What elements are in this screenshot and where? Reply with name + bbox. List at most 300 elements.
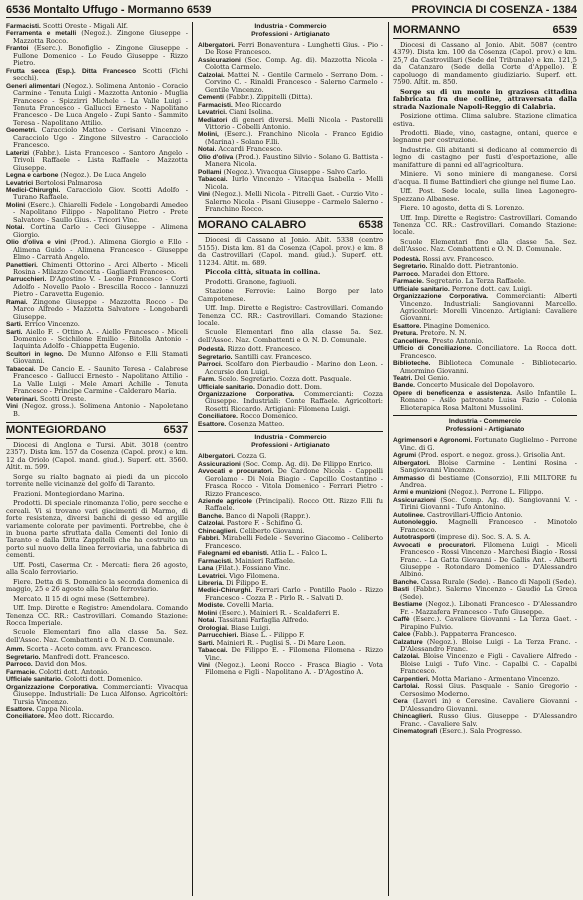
entry-category: Cancelliere. — [393, 337, 431, 345]
entry-names: Colotti dott. Domenico. — [62, 675, 143, 684]
entry-names: Scolfaro don Pierbaudio - Marino don Leon. - Accursio don Luigi. — [205, 360, 383, 376]
entry-names: Meo dott. Riccardo. — [45, 712, 115, 721]
directory-entry — [6, 351, 188, 366]
entry-category: Medici-Chirurghi. — [6, 186, 61, 194]
entry-names: David don Mos. — [32, 660, 87, 669]
entry-category: Sarti. — [6, 321, 23, 329]
entry-names: (Eserc.). Franchino Nicola - Franco Egidio (Marina) - Solano F.lli. — [205, 130, 383, 146]
entry-category: Medici-Chirurghi. — [198, 587, 253, 595]
info-paragraph: Prodotti. Granone, fagiuoli. — [205, 277, 297, 286]
morano-heading — [198, 217, 383, 234]
section-title: MONTEGIORDANO — [6, 424, 107, 437]
entry-category: Basti — [393, 586, 410, 594]
directory-entry — [6, 239, 188, 261]
entry-category: Farmacisti. — [198, 557, 233, 565]
entry-category: Albergatori. — [198, 42, 236, 49]
entry-names: (Prod.). Faustino Silvio - Solano G. Battista - Manera Nicola. — [205, 152, 383, 169]
entry-category: Segretario. — [393, 263, 428, 271]
entry-category: Banche. — [393, 578, 419, 586]
entry-category: Autolinee. — [393, 511, 425, 519]
entry-names: Chimenti Ottorino - Arci Alberto - Miceli Rosina - Milazzo Concetta - Gagliardi Francesco. — [13, 260, 188, 276]
entry-category: Carpentieri. — [393, 675, 430, 683]
entry-names: Rocco Domenico. — [237, 412, 298, 421]
divider — [198, 431, 383, 432]
entry-category: Ufficio di Conciliazione. — [393, 345, 473, 353]
directory-entry — [198, 176, 383, 191]
entry-names: (Prod. esport. e negoz. gross.). Grisolia Ant. — [416, 451, 566, 460]
entry-names: Ciani Isolina. — [226, 108, 274, 117]
entry-category: Laterizi — [6, 149, 30, 157]
header-left: 6536 Montalto Uffugo - Mormanno 6539 — [6, 4, 212, 16]
entry-category: Lana — [198, 565, 214, 573]
entry-category: Molini, — [198, 131, 219, 139]
column-rule — [388, 22, 389, 896]
entry-names: D'Agostino V. - Leone Francesco - Corti Adolfo - Novello Paolo - Brescilla Rocco - Iannuzzi Pietro - Caravetta Eugenio. — [13, 275, 188, 299]
mormanno-trade-entries — [393, 437, 577, 735]
directory-entry — [393, 713, 577, 728]
entry-category: Farmacisti. — [6, 23, 41, 30]
directory-entry — [6, 83, 188, 128]
section-title: MORMANNO — [393, 24, 461, 36]
page-header — [6, 3, 577, 18]
entry-names: Scelo. Segretario. Cozza dott. Pasquale. — [215, 375, 352, 384]
entry-names: Maradei don Ettore. — [419, 269, 490, 278]
entry-names: Scotti Oreste - Migali Alf. — [40, 23, 128, 30]
entry-names: Scotti (Fichi secchi). — [13, 66, 188, 83]
entry-category: Levatrici — [6, 179, 34, 187]
entry-category: Albergatori. — [198, 453, 236, 461]
entry-names: (Fabbr.). Salerno Vincenzo - Gaudio La Greca (Sede). — [400, 585, 577, 601]
section-code: 6537 — [163, 424, 188, 437]
entry-names: Fortunato Guglielmo - Perrone Vinc. di G. — [400, 436, 577, 452]
directory-entry — [393, 497, 577, 512]
entry-category: Ufficiale sanitario. — [393, 285, 450, 293]
entry-names: (Eserc.). Bonofiglio - Zingone Giuseppe - Fullone Domenico - Lo Feudo Giuseppe - Rizzo Pietro. — [13, 44, 188, 68]
info-paragraph: Uff. Imp. Dirette e Registro: Castrovillari. Comando Tenenza CC. RR.: Castrovillari. Comando Stazione: locale. — [198, 304, 383, 327]
entry-names: (Fabbr.). Zippitelli (Ditta). — [224, 93, 313, 102]
directory-entry — [393, 330, 577, 337]
entry-names: Aiello F. - Ottino A. - Aiello Francesco - Miceli Domenico - Scichilone Emilio - Bitolla Antonio - Iaquinta Adolfo - Chiappetta Eugenio. — [13, 327, 188, 351]
directory-entry — [6, 127, 188, 149]
column-right — [393, 23, 577, 896]
entry-names: Colotti dott. Antonio. — [36, 667, 110, 676]
entry-category: Avvocati e procuratori. — [393, 541, 476, 549]
directory-entry — [198, 535, 383, 550]
entry-names: Ferri Bonaventura - Lunghetti Gius. - Pio - De Rose Francesco. — [205, 41, 383, 57]
entry-names: (Filat.). Fossiano Vinc. — [213, 564, 291, 573]
entry-names: Rizzo dott. Francesco. — [225, 345, 302, 354]
entry-category: Ufficiale sanitario. — [6, 676, 63, 684]
entry-names: Covelli Maria. — [224, 601, 274, 610]
entry-category: Geometri. — [6, 127, 37, 135]
entry-names: Pinagine Domenico. — [421, 321, 491, 330]
entry-names: Commercianti: Alberti Vincenzo. Industriali: Sangiovanni Marcello. Agricoltori: Morelli Vincenzo. Artigiani: Cavaliere Giovanni. — [400, 292, 577, 323]
entry-names: (Negoz.). Bloise Luigi - La Terza Franc. - D'Alessandro Franc. — [400, 637, 577, 653]
directory-entry — [198, 421, 383, 428]
entry-category: Aziende agricole — [198, 498, 252, 506]
entry-names: Cosenza Matteo. — [226, 419, 285, 428]
entry-category: Calzolai. — [198, 520, 225, 528]
entry-names: De Munno Alfonso e F.lli Stamati Giovanni. — [13, 349, 188, 366]
info-paragraph: Scuole Elementari fino alla classe 5a. Sez. dell'Assoc. Naz. Combattenti e O. N. D. Comunale. — [393, 237, 577, 254]
entry-names: Pretore. N. N. — [417, 329, 467, 338]
directory-entry — [393, 293, 577, 323]
entry-category: Teatri. — [393, 375, 413, 383]
entry-names: De Cardone Nicola - Cappelli Gerolamo - Di Noia Biagio - Capcillo Costantino - Frasca Rocco - Vitola Domenico - Ferrari Pietro - Rizzo Francesco. — [205, 467, 383, 498]
directory-entry — [198, 647, 383, 662]
section-subheading: Industria - Commercio — [448, 418, 522, 426]
directory-entry — [6, 187, 188, 202]
entry-names: Concerto Musicale del Dopolavoro. — [414, 381, 535, 390]
directory-entry — [6, 684, 188, 706]
montegiordano-paragraphs — [6, 491, 188, 645]
entry-category: Scultori in legno. — [6, 350, 64, 358]
entry-category: Assicurazioni — [198, 460, 241, 468]
entry-names: Magnelli Francesco - Minotolo Francesco. — [400, 518, 577, 534]
morano-description: Piccola città, situata in collina. — [205, 268, 321, 277]
entry-names: Biase Luigi. — [228, 623, 271, 632]
entry-category: Opere di beneficenza e assistenza. — [393, 389, 513, 397]
directory-entry — [6, 366, 188, 396]
entry-category: Cinematografi — [393, 727, 438, 735]
entry-category: Fabbri. — [198, 535, 220, 543]
entry-names: Rossi Gius. Pasquale - Sanio Gregorio - Cersosimo Moderno. — [400, 682, 577, 698]
entry-names: Mirabelli Fedele - Severino Giacomo - Celiberto Francesco. — [205, 534, 383, 550]
entry-names: Castrovillari-Ufficio Antonio. — [424, 510, 523, 519]
column-left — [6, 23, 188, 896]
directory-entry — [6, 299, 188, 321]
directory-entry — [6, 68, 188, 83]
entry-names: Cappa Nicola. — [34, 704, 84, 713]
entry-category: Notai. — [198, 146, 217, 154]
entry-category: Assicurazioni — [393, 496, 436, 504]
entry-category: Segretario. — [6, 653, 41, 661]
section-subheading: Industria - Commercio — [254, 434, 327, 442]
entry-category: Caffè — [393, 616, 410, 624]
info-paragraph: Posizione ottima. Clima salubre. Stazione climatica estiva. — [393, 112, 577, 128]
entry-names: De Cancio E. - Saunito Teresa - Calabrese Francesco - Gallucci Ernesto - Napolitano Attilio - La Valle Luigi - Mele Amari Achille - Tenuta Francesco - Principe Carmine - Calderaro Maria. — [13, 364, 188, 396]
section-subheading: Professioni - Artigianato — [251, 31, 330, 38]
section-subheading: Professioni - Artigianato — [251, 442, 330, 450]
entry-names: Zingone Giuseppe - Mazzotta Rocco - De Marco Alfredo - Mazzotta Salvatore - Longobardi Giuseppe. — [13, 297, 188, 321]
entry-names: Bloise Carmine - Lentini Rosina - Sangiovanni Vincenzo. — [400, 458, 577, 475]
entry-names: Donadio dott. Dom. — [254, 382, 323, 391]
entry-names: (Fabbr.). Lista Francesco - Santoro Angelo - Trivoli Raffaele - Lista Raffaele - Mazzotta Giuseppe. — [13, 148, 188, 172]
entry-category: Pollami — [198, 168, 222, 176]
directory-entry — [6, 262, 188, 277]
entry-names: (Negoz. gross.). Solimena Antonio - Napoletano B. — [13, 402, 188, 418]
entry-names: Meo Riccardo — [232, 100, 282, 109]
entry-category: Ammasso — [393, 474, 425, 482]
header-right: PROVINCIA DI COSENZA - 1384 — [411, 4, 577, 16]
entry-names: Del Genio. — [412, 374, 450, 383]
entry-names: Cortina Carlo - Ceci Giuseppe - Alimena Giorgio. — [13, 223, 188, 239]
montegiordano-heading — [6, 422, 188, 439]
entry-names: (Lavori in) e Ceresine. Cavaliere Giovanni - D'Alessandro Giovanni. — [400, 697, 577, 713]
entry-names: (Negoz.). De Luca Angelo — [58, 171, 147, 180]
entry-category: Autonoleggio. — [393, 519, 438, 527]
info-paragraph: Uff. Post. Sede locale, sulla linea Lagonegro-Spezzano Albanese. — [393, 187, 577, 203]
directory-entry — [198, 617, 383, 624]
directory-entry — [393, 437, 577, 452]
entry-names: Mainieri R. - Puglisi S. - Di Mare Leon. — [214, 638, 346, 647]
entry-category: Molini — [198, 609, 218, 617]
directory-entry — [393, 728, 577, 735]
entry-category: Calzolai. — [198, 71, 225, 79]
directory-entry — [6, 713, 188, 720]
entry-names: Rinaldo dott. Pietrantonio. — [427, 262, 519, 271]
entry-names: Biase L. - Filippo F. — [238, 631, 305, 640]
entry-category: Levatrici. — [198, 572, 227, 580]
entry-names: Scotti Oreste. — [37, 394, 87, 403]
section-title: MORANO CALABRO — [198, 219, 307, 232]
entry-category: Olio d'oliva e vini — [6, 239, 67, 247]
entry-names: (Prod.). Alimena Giorgio e F.llo - Alimena Guido - Alimena Francesco - Giuseppe Elmo - Carratà Angelo. — [13, 238, 188, 262]
entry-category: Conciliatore. — [198, 413, 238, 421]
entry-names: (Negoz.). Melli Nicola - Pitrelli Gaet. - Curzio Vito - Salerno Nicola - Pisani Giuseppe - Carmelo Salerno - Franchino Rocco. — [205, 190, 383, 213]
entry-category: Avvocati e procuratori. — [198, 468, 274, 476]
directory-entry — [6, 202, 188, 224]
info-paragraph: Uff. Posti, Caserma Cr. - Mercati: fiera 26 agosto, alla Scalo ferroviario. — [6, 560, 188, 577]
mormanno-paragraphs — [393, 113, 577, 254]
directory-entry — [6, 30, 188, 45]
entry-category: Chincaglieri. — [393, 713, 433, 721]
entry-category: Parroco. — [6, 661, 33, 669]
directory-entry — [198, 587, 383, 602]
entry-category: Bande. — [393, 382, 415, 390]
montegiordano-intro: Diocesi di Anglona e Tursi. Abit. 3018 (centro 2357). Dista km. 157 da Cosenza (Capol. prov.) e km. 12 da Oriolo (Capol. mand. giud.). Superf. ett. 3560. Altit. m. 599. — [6, 441, 188, 472]
entry-category: Modiste. — [198, 602, 225, 610]
directory-entry — [393, 586, 577, 601]
directory-entry — [393, 360, 577, 375]
info-paragraph: Scuole Elementari fino alla classe 5a. Sez. dell'Assoc. Naz. Combattenti e O. N. D. Comunale. — [198, 328, 383, 344]
entry-category: Esattore. — [198, 420, 227, 428]
morano-intro: Diocesi di Cassano al Jonio. Abit. 5338 (centro 5155). Dista km. 81 da Cosenza (Capol. prov.) e km. 8 da Castrovillari (Capol. mand. giud.). Superf. ett. 11234. Altit. m. 689. — [198, 236, 383, 267]
entry-category: Panettieri. — [6, 261, 38, 269]
entry-category: Frantoi — [6, 45, 29, 53]
section-code: 6539 — [552, 24, 577, 36]
entry-names: Filomena Luigi - Miceli Francesco - Rossi Vincenzo - Marchesi Biagio - Rossi Franc. - La Gatta Giovanni - De Gallis Ant. - Alberti Giuseppe - Rotondaro Domenico - D'Alessandro Albino. — [400, 540, 577, 579]
entry-category: Organizzazione Corporativa. — [198, 391, 295, 399]
info-paragraph: Scuole Elementari fino alla classe 5a. Sez. dell'Assoc. Naz. Combattenti e O. N. D. Comunale. — [6, 628, 188, 644]
entry-category: Banche. — [198, 512, 224, 520]
entry-names: Ferrari Carlo - Pontillo Paolo - Rizzo Francesco - Cozza P. - Pirlo R. - Salvati D. — [205, 586, 383, 602]
montalto-entries — [6, 23, 188, 418]
entry-names: Russo Gius. Giuseppe - D'Alessandro Franc. - Cavaliere Salv. — [400, 712, 577, 728]
info-paragraph: Industrie. Gli abitanti si dedicano al commercio di legno di castagno per fusti d'esportazione, alle manifatture di panni ed all'agricoltura. — [393, 145, 577, 169]
directory-entry — [393, 390, 577, 412]
entry-names: Accardi Francesco. — [216, 145, 283, 154]
entry-names: (Eserc.). Sala Progresso. — [437, 726, 522, 735]
entry-names: (Negoz.). Leoni Rocco - Frasca Biagio - Vota Filomena e Figli - Napolitano A. - D'Agostino A. — [205, 660, 383, 677]
entry-names: Rossi avv. Francesco. — [420, 254, 494, 263]
entry-names: (Negoz.). Solimena Antonio - Coracio Carmine - Tenuta Luigi - Mazzotta Antonio - Muglia Francesco - Spizzirri Michele - La Valle Luigi - Tenuta Francesco - Gallucci Ernesto - Napolitano Francesco - De Luca Angelo - Zupi Santo - Sammito Teresa - Napolitano Attilio. — [13, 81, 188, 127]
entry-names: Manfredi dott. Francesco. — [40, 652, 130, 661]
entry-category: Ferramenta e metalli — [6, 30, 77, 38]
entry-category: Cementi — [198, 94, 225, 102]
directory-entry — [393, 475, 577, 490]
entry-category: Calce — [393, 631, 411, 639]
directory-entry — [6, 403, 188, 418]
directory-entry — [393, 639, 577, 654]
montegiordano-trade-entries — [198, 42, 383, 213]
entry-names: (Soc. Comp. Ag. di). Sangiovanni V. - Tirini Giovanni - Tufo Antonino. — [400, 495, 577, 512]
directory-entry — [6, 224, 188, 239]
column-rule — [192, 22, 193, 896]
entry-names: (Eserc.). Chiarelli Fedele - Longobardi Amedeo - Napolitano Filippo - Napolitano Pietro - Prete Salvatore - Saullo Gius. - Tricori Vinc. — [13, 200, 188, 224]
directory-entry — [198, 361, 383, 376]
entry-names: (Negoz.). Vivacqua Giuseppe - Salvo Carlo. — [221, 167, 368, 176]
entry-category: Farmacisti. — [198, 101, 233, 109]
mormanno-description: Sorge su di un monte in graziosa cittadina fabbricata fra due colline, attraversata dalla strada Nazionale Napoli-Reggio di Calabria. — [393, 87, 577, 111]
directory-entry — [198, 662, 383, 677]
entry-category: Levatrici. — [198, 109, 227, 117]
entry-names: Motta Mariano - Armentano Vincenzo. — [429, 674, 560, 683]
entry-names: Biblioteca Comunale - Bibliotecario. Amormino Giovanni. — [400, 359, 577, 375]
directory-entry — [198, 154, 383, 169]
entry-category: Mediatori — [198, 116, 228, 124]
entry-category: Parroci. — [198, 361, 223, 369]
entry-names: Pastore F. - Schifino G. — [224, 519, 303, 528]
entry-category: Sarti. — [198, 639, 215, 647]
entry-category: Chincaglieri. — [198, 527, 238, 535]
entry-category: Organizzazione Corporativa. — [6, 683, 98, 691]
section-code: 6538 — [358, 219, 383, 232]
entry-category: Amm. — [6, 646, 25, 654]
entry-names: Scorta - Aceto comm. avv. Francesco. — [24, 645, 152, 654]
entry-category: Parrucchieri. — [6, 276, 47, 284]
entry-names: Banco di Napoli (Rappr.). — [223, 511, 311, 520]
entry-names: Conciliatore. La Rocca dott. Francesco. — [400, 344, 577, 360]
entry-names: Di Filippo E. — [224, 579, 268, 587]
entry-category: Olio d'oliva — [198, 153, 234, 161]
entry-names: (Negoz.). Libonati Francesco - D'Alessandro Fr. - Mazzafera Francesco - Tufo Giuseppe. — [400, 600, 577, 616]
entry-category: Falegnami ed ebanisti. — [198, 550, 269, 558]
info-paragraph: Stazione Ferrovie: Laino Borgo per lato Campotenese. — [198, 287, 383, 303]
entry-names: di generi diversi. Melli Nicola - Pastorelli Vittorio - Cobelli Antonio. — [205, 115, 383, 131]
morano-paragraphs — [198, 279, 383, 345]
entry-category: Cartolai. — [393, 683, 420, 691]
entry-category: Pretura. — [393, 330, 418, 338]
entry-names: Atlia L. - Falco L. — [268, 549, 328, 558]
info-paragraph: Frazioni. Montegiordano Marina. — [13, 489, 125, 498]
divider — [393, 415, 577, 416]
directory-entry — [393, 519, 577, 534]
directory-entry — [6, 329, 188, 351]
entry-names: Caracciolo Giov. Scotti Adolfo - Turano Raffaele. — [13, 185, 188, 202]
entry-category: Farm. — [198, 376, 216, 384]
directory-entry — [198, 94, 383, 101]
entry-category: Vini — [198, 661, 210, 669]
info-paragraph: Prodotti. Di speciale rinomanza l'olio, pere secche e cereali. Vi si trovano vari giacimenti di Marmo, di forte resistenza, diversi banchi di gesso ed argille variamente colorate per pavimenti. Portrebbe, che è in buona parte sfruttata dalla Cementi del Ionio di Taranto e dalla Ditta Zappitelli che ha costruito un porto sul nuovo della linea ferroviaria, una fabbrica di cementi. — [6, 499, 188, 560]
entry-category: Tabaccai. — [6, 365, 36, 373]
entry-category: Bestiame — [393, 601, 423, 609]
entry-category: Notai. — [198, 617, 217, 625]
entry-names: (Soc. Comp. Ag. di). Mazzotta Nicola - Colotta Carmelo. — [205, 55, 383, 72]
directory-entry — [393, 345, 577, 360]
directory-entry — [393, 460, 577, 475]
directory-entry — [198, 391, 383, 413]
entry-category: Podestà. — [393, 255, 421, 263]
entry-names: Celiberto Giovanni. — [237, 526, 305, 535]
entry-names: Commercianti: Vivacqua Giuseppe. Industriali: De Luca Alfonso. Agricoltori: Tursia Vincenzo. — [13, 682, 188, 706]
entry-names: Mainieri Raffaele. — [232, 556, 296, 565]
entry-category: Vini — [6, 403, 18, 411]
entry-names: (Soc. Comp. Ag. di). De Filippo Enrico. — [240, 459, 373, 468]
entry-category: Calzolai. — [393, 653, 420, 661]
entry-names: (Eserc.). Mainieri R. - Scaldaferri E. — [217, 608, 340, 617]
entry-category: Agrumi — [393, 452, 417, 460]
directory-entry — [198, 191, 383, 213]
info-paragraph: Mercato. Il 15 di ogni mese (Settembre). — [13, 594, 150, 603]
entry-category: Ufficiale sanitario. — [198, 383, 255, 391]
entry-category: Podestà. — [198, 346, 226, 354]
entry-names: Caracciolo Matteo - Cerisani Vincenzo - Caracciolo Ugo - Zingone Silvestro - Caracciolo Francesco. — [13, 126, 188, 150]
entry-category: Tabaccai. — [198, 176, 228, 184]
entry-category: Albergatori. — [393, 459, 431, 467]
entry-names: Mattei N. - Gentile Carmelo - Serrano Dom. - Corvino C. - Rinaldi Francesco - Salerno Carmelo - Gentile Vincenzo. — [205, 70, 383, 94]
directory-entry — [198, 42, 383, 57]
entry-names: Perrone dott. cav. Luigi. — [449, 284, 533, 293]
entry-category: Farmacie. — [6, 668, 37, 676]
morano-entries — [198, 346, 383, 428]
entry-category: Generi alimentari — [6, 82, 61, 90]
entry-category: Legna e carbone — [6, 172, 59, 180]
entry-category: Assicurazioni — [198, 56, 241, 64]
directory-entry — [6, 150, 188, 172]
directory-entry — [393, 683, 577, 698]
entry-category: Notai. — [6, 224, 25, 232]
entry-category: Libreria. — [198, 580, 225, 587]
entry-names: Bloise Vincenzo e Figli - Cavaliere Alfredo - Bloise Luigi - Tufo Vinc. - Capalbi C. - Capalbi Francesco. — [400, 652, 577, 676]
entry-names: Segretario. La Terza Raffaele. — [423, 277, 526, 286]
entry-names: Vigo Filomena. — [226, 571, 280, 580]
montegiordano-entries — [6, 646, 188, 721]
entry-names: Cozza G. — [235, 452, 267, 461]
entry-category: Biblioteche. — [393, 360, 431, 368]
entry-names: (Negoz.). Perrone L. Filippo. — [446, 488, 544, 497]
entry-category: Segretario. — [198, 353, 233, 361]
entry-names: Santilli cav. Francesco. — [232, 352, 312, 361]
directory-entry — [198, 72, 383, 94]
directory-entry — [198, 565, 383, 572]
mormanno-intro: Diocesi di Cassano al Jonio. Abit. 5087 (centro 4379). Dista km. 100 da Cosenza (Capol. prov.) e km. 25,7 da Castrovillari (Sede del Tribunale) e km. 121,5 da Catanzaro (Sede della Corte d'Appello). È capoluogo di mandamento giudiziario. Superf. ett. 7590. Altit. m. 850. — [393, 41, 577, 87]
entry-category: Organizzazione Corporativa. — [393, 293, 489, 301]
entry-names: Presto Antonio. — [430, 336, 484, 345]
mormanno-entries — [393, 256, 577, 413]
section-subheading: Professioni - Artigianato — [445, 426, 525, 434]
montegiordano-description: Sorge su rialto bagnato ai piedi da un piccolo torrente nelle vicinanze del golfo di Taranto. — [6, 472, 188, 489]
section-subheading: Industria - Commercio — [254, 23, 327, 30]
info-paragraph: Fiere. 10 agosto, detta di S. Lorenzo. — [400, 204, 525, 213]
entry-category: Vini — [198, 191, 210, 199]
entry-category: Ramai. — [6, 298, 28, 306]
directory-entry — [198, 102, 383, 109]
entry-names: Cassa Rurale (Sede). - Banco di Napoli (Sede). — [418, 577, 577, 586]
info-paragraph: Miniere. Vi sono miniere di manganese. Corsi d'acqua. Il fiume Battindieri che giunge nel fiume Lao. — [393, 170, 577, 186]
entry-names: (Negoz.). Zingone Giuseppe - Mazzotta Rocco. — [13, 29, 188, 45]
directory-entry — [198, 117, 383, 132]
entry-names: (Eserc.). Cavaliere Giovanni - La Terza Gaet. - Pirapino Fulvio. — [400, 615, 577, 631]
directory-entry — [6, 276, 188, 298]
entry-category: Farmacie. — [393, 278, 424, 286]
directory-entry — [198, 498, 383, 513]
entry-category: Veterinari. — [6, 395, 38, 403]
morano-trade-entries — [198, 453, 383, 677]
directory-entry — [198, 57, 383, 72]
info-paragraph: Fiere. Detta di S. Domenico la seconda domenica di maggio, 25 e 26 agosto alla Scalo ferroviario. — [6, 577, 188, 594]
entry-category: Conciliatore. — [6, 713, 46, 721]
